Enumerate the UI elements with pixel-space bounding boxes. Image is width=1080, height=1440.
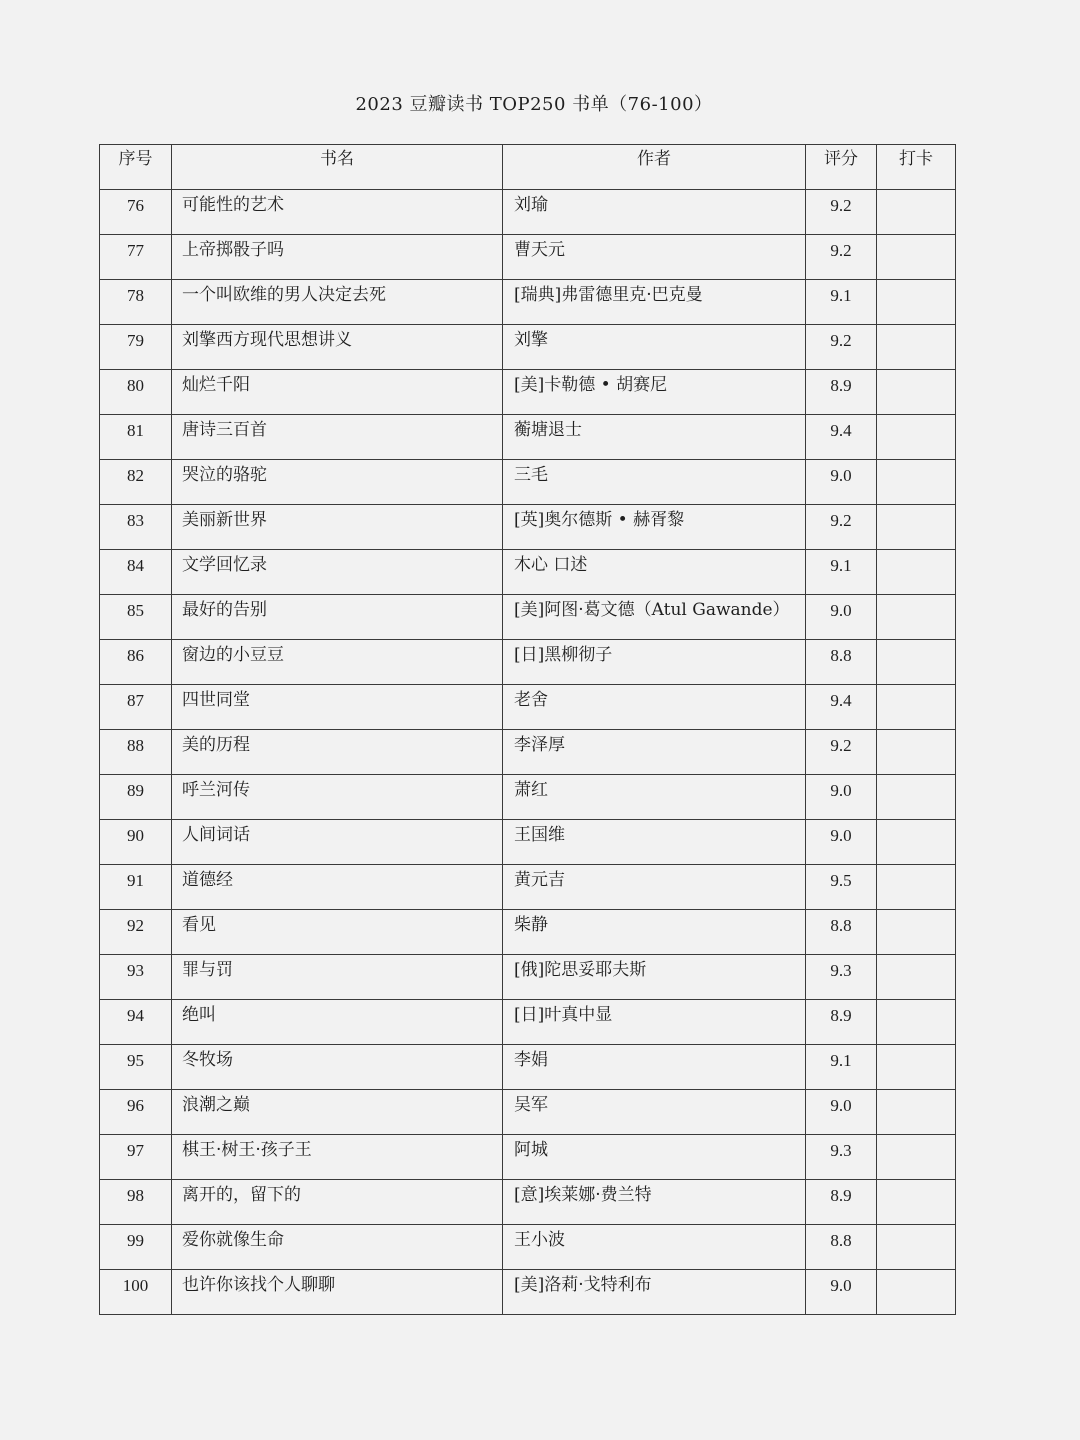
table-row <box>100 640 956 685</box>
table-row <box>100 550 956 595</box>
table-row <box>100 595 956 640</box>
cell-score: 9.3 <box>806 955 877 1000</box>
cell-author: 李泽厚 <box>503 730 806 775</box>
cell-checkin <box>877 955 956 1000</box>
cell-score: 9.1 <box>806 550 877 595</box>
table-row <box>100 460 956 505</box>
cell-number: 100 <box>100 1270 172 1315</box>
cell-author: [俄]陀思妥耶夫斯 <box>503 955 806 1000</box>
table-row <box>100 1045 956 1090</box>
cell-checkin <box>877 280 956 325</box>
cell-number: 91 <box>100 865 172 910</box>
table-row <box>100 280 956 325</box>
cell-book-title: 四世同堂 <box>172 685 503 730</box>
cell-book-title: 绝叫 <box>172 1000 503 1045</box>
cell-book-title: 呼兰河传 <box>172 775 503 820</box>
cell-book-title: 刘擎西方现代思想讲义 <box>172 325 503 370</box>
cell-book-title: 冬牧场 <box>172 1045 503 1090</box>
cell-author: 曹天元 <box>503 235 806 280</box>
cell-score: 8.9 <box>806 1180 877 1225</box>
cell-score: 9.1 <box>806 280 877 325</box>
cell-score: 8.9 <box>806 1000 877 1045</box>
cell-checkin <box>877 1270 956 1315</box>
table-row <box>100 910 956 955</box>
cell-book-title: 唐诗三百首 <box>172 415 503 460</box>
cell-book-title: 文学回忆录 <box>172 550 503 595</box>
cell-number: 96 <box>100 1090 172 1135</box>
cell-checkin <box>877 190 956 235</box>
cell-number: 82 <box>100 460 172 505</box>
cell-author: [瑞典]弗雷德里克·巴克曼 <box>503 280 806 325</box>
cell-number: 89 <box>100 775 172 820</box>
cell-number: 90 <box>100 820 172 865</box>
cell-book-title: 美的历程 <box>172 730 503 775</box>
cell-score: 9.2 <box>806 235 877 280</box>
cell-checkin <box>877 1180 956 1225</box>
cell-score: 8.8 <box>806 910 877 955</box>
cell-checkin <box>877 1000 956 1045</box>
cell-author: [日]叶真中显 <box>503 1000 806 1045</box>
cell-book-title: 哭泣的骆驼 <box>172 460 503 505</box>
cell-score: 9.4 <box>806 415 877 460</box>
cell-author: 刘瑜 <box>503 190 806 235</box>
cell-checkin <box>877 1045 956 1090</box>
table-row <box>100 1135 956 1180</box>
cell-book-title: 美丽新世界 <box>172 505 503 550</box>
cell-author: 柴静 <box>503 910 806 955</box>
table-row <box>100 865 956 910</box>
cell-author: [美]卡勒德 • 胡赛尼 <box>503 370 806 415</box>
cell-number: 76 <box>100 190 172 235</box>
table-body <box>100 190 956 1315</box>
cell-number: 81 <box>100 415 172 460</box>
cell-book-title: 也许你该找个人聊聊 <box>172 1270 503 1315</box>
cell-number: 84 <box>100 550 172 595</box>
cell-number: 80 <box>100 370 172 415</box>
cell-score: 9.0 <box>806 595 877 640</box>
cell-score: 9.2 <box>806 730 877 775</box>
cell-number: 97 <box>100 1135 172 1180</box>
cell-number: 93 <box>100 955 172 1000</box>
cell-author: [美]阿图·葛文德（Atul Gawande） <box>503 595 806 640</box>
table-row <box>100 1000 956 1045</box>
cell-book-title: 看见 <box>172 910 503 955</box>
cell-number: 85 <box>100 595 172 640</box>
table-row <box>100 730 956 775</box>
cell-author: 王小波 <box>503 1225 806 1270</box>
cell-book-title: 可能性的艺术 <box>172 190 503 235</box>
cell-author: 老舍 <box>503 685 806 730</box>
cell-checkin <box>877 595 956 640</box>
cell-score: 9.0 <box>806 820 877 865</box>
cell-checkin <box>877 505 956 550</box>
cell-number: 99 <box>100 1225 172 1270</box>
cell-score: 9.1 <box>806 1045 877 1090</box>
cell-checkin <box>877 370 956 415</box>
cell-author: 阿城 <box>503 1135 806 1180</box>
cell-checkin <box>877 640 956 685</box>
cell-checkin <box>877 550 956 595</box>
cell-number: 88 <box>100 730 172 775</box>
cell-author: 木心 口述 <box>503 550 806 595</box>
cell-checkin <box>877 1135 956 1180</box>
cell-score: 9.5 <box>806 865 877 910</box>
table-row <box>100 1225 956 1270</box>
cell-checkin <box>877 325 956 370</box>
cell-checkin <box>877 1225 956 1270</box>
cell-number: 98 <box>100 1180 172 1225</box>
table-row <box>100 190 956 235</box>
cell-checkin <box>877 415 956 460</box>
cell-number: 79 <box>100 325 172 370</box>
table-row <box>100 1180 956 1225</box>
book-list-table <box>99 144 956 1315</box>
cell-checkin <box>877 730 956 775</box>
cell-score: 9.2 <box>806 505 877 550</box>
cell-score: 9.0 <box>806 460 877 505</box>
cell-score: 9.0 <box>806 1270 877 1315</box>
cell-number: 78 <box>100 280 172 325</box>
cell-score: 8.8 <box>806 1225 877 1270</box>
cell-author: 萧红 <box>503 775 806 820</box>
header-title: 书名 <box>172 145 503 190</box>
cell-book-title: 窗边的小豆豆 <box>172 640 503 685</box>
header-score: 评分 <box>806 145 877 190</box>
table-row <box>100 235 956 280</box>
cell-author: 蘅塘退士 <box>503 415 806 460</box>
table-row <box>100 775 956 820</box>
header-checkin: 打卡 <box>877 145 956 190</box>
cell-author: 李娟 <box>503 1045 806 1090</box>
table-row <box>100 415 956 460</box>
cell-number: 94 <box>100 1000 172 1045</box>
table-row <box>100 1270 956 1315</box>
header-author: 作者 <box>503 145 806 190</box>
cell-score: 9.0 <box>806 775 877 820</box>
cell-book-title: 爱你就像生命 <box>172 1225 503 1270</box>
cell-author: 吴军 <box>503 1090 806 1135</box>
table-row <box>100 820 956 865</box>
cell-book-title: 灿烂千阳 <box>172 370 503 415</box>
table-row <box>100 325 956 370</box>
cell-number: 83 <box>100 505 172 550</box>
cell-author: [意]埃莱娜·费兰特 <box>503 1180 806 1225</box>
cell-author: [美]洛莉·戈特利布 <box>503 1270 806 1315</box>
page-title: 2023 豆瓣读书 TOP250 书单（76-100） <box>355 94 713 115</box>
cell-author: 刘擎 <box>503 325 806 370</box>
cell-checkin <box>877 910 956 955</box>
table-header-row <box>100 145 956 190</box>
cell-number: 77 <box>100 235 172 280</box>
cell-author: 王国维 <box>503 820 806 865</box>
cell-book-title: 上帝掷骰子吗 <box>172 235 503 280</box>
cell-book-title: 浪潮之巅 <box>172 1090 503 1135</box>
table-row <box>100 685 956 730</box>
cell-author: 黄元吉 <box>503 865 806 910</box>
cell-book-title: 道德经 <box>172 865 503 910</box>
cell-checkin <box>877 775 956 820</box>
cell-checkin <box>877 1090 956 1135</box>
table-row <box>100 1090 956 1135</box>
cell-author: [英]奥尔德斯 • 赫胥黎 <box>503 505 806 550</box>
cell-score: 9.3 <box>806 1135 877 1180</box>
cell-book-title: 罪与罚 <box>172 955 503 1000</box>
cell-score: 9.0 <box>806 1090 877 1135</box>
cell-score: 9.2 <box>806 325 877 370</box>
cell-book-title: 人间词话 <box>172 820 503 865</box>
cell-score: 9.4 <box>806 685 877 730</box>
cell-book-title: 最好的告别 <box>172 595 503 640</box>
cell-number: 92 <box>100 910 172 955</box>
table-row <box>100 370 956 415</box>
cell-checkin <box>877 685 956 730</box>
cell-book-title: 一个叫欧维的男人决定去死 <box>172 280 503 325</box>
cell-checkin <box>877 235 956 280</box>
cell-author: [日]黑柳彻子 <box>503 640 806 685</box>
header-number: 序号 <box>100 145 172 190</box>
cell-checkin <box>877 820 956 865</box>
cell-book-title: 离开的，留下的 <box>172 1180 503 1225</box>
cell-score: 8.9 <box>806 370 877 415</box>
table-row <box>100 505 956 550</box>
cell-book-title: 棋王·树王·孩子王 <box>172 1135 503 1180</box>
cell-checkin <box>877 460 956 505</box>
cell-score: 8.8 <box>806 640 877 685</box>
cell-score: 9.2 <box>806 190 877 235</box>
table-row <box>100 955 956 1000</box>
cell-number: 95 <box>100 1045 172 1090</box>
cell-author: 三毛 <box>503 460 806 505</box>
cell-number: 87 <box>100 685 172 730</box>
cell-number: 86 <box>100 640 172 685</box>
cell-checkin <box>877 865 956 910</box>
